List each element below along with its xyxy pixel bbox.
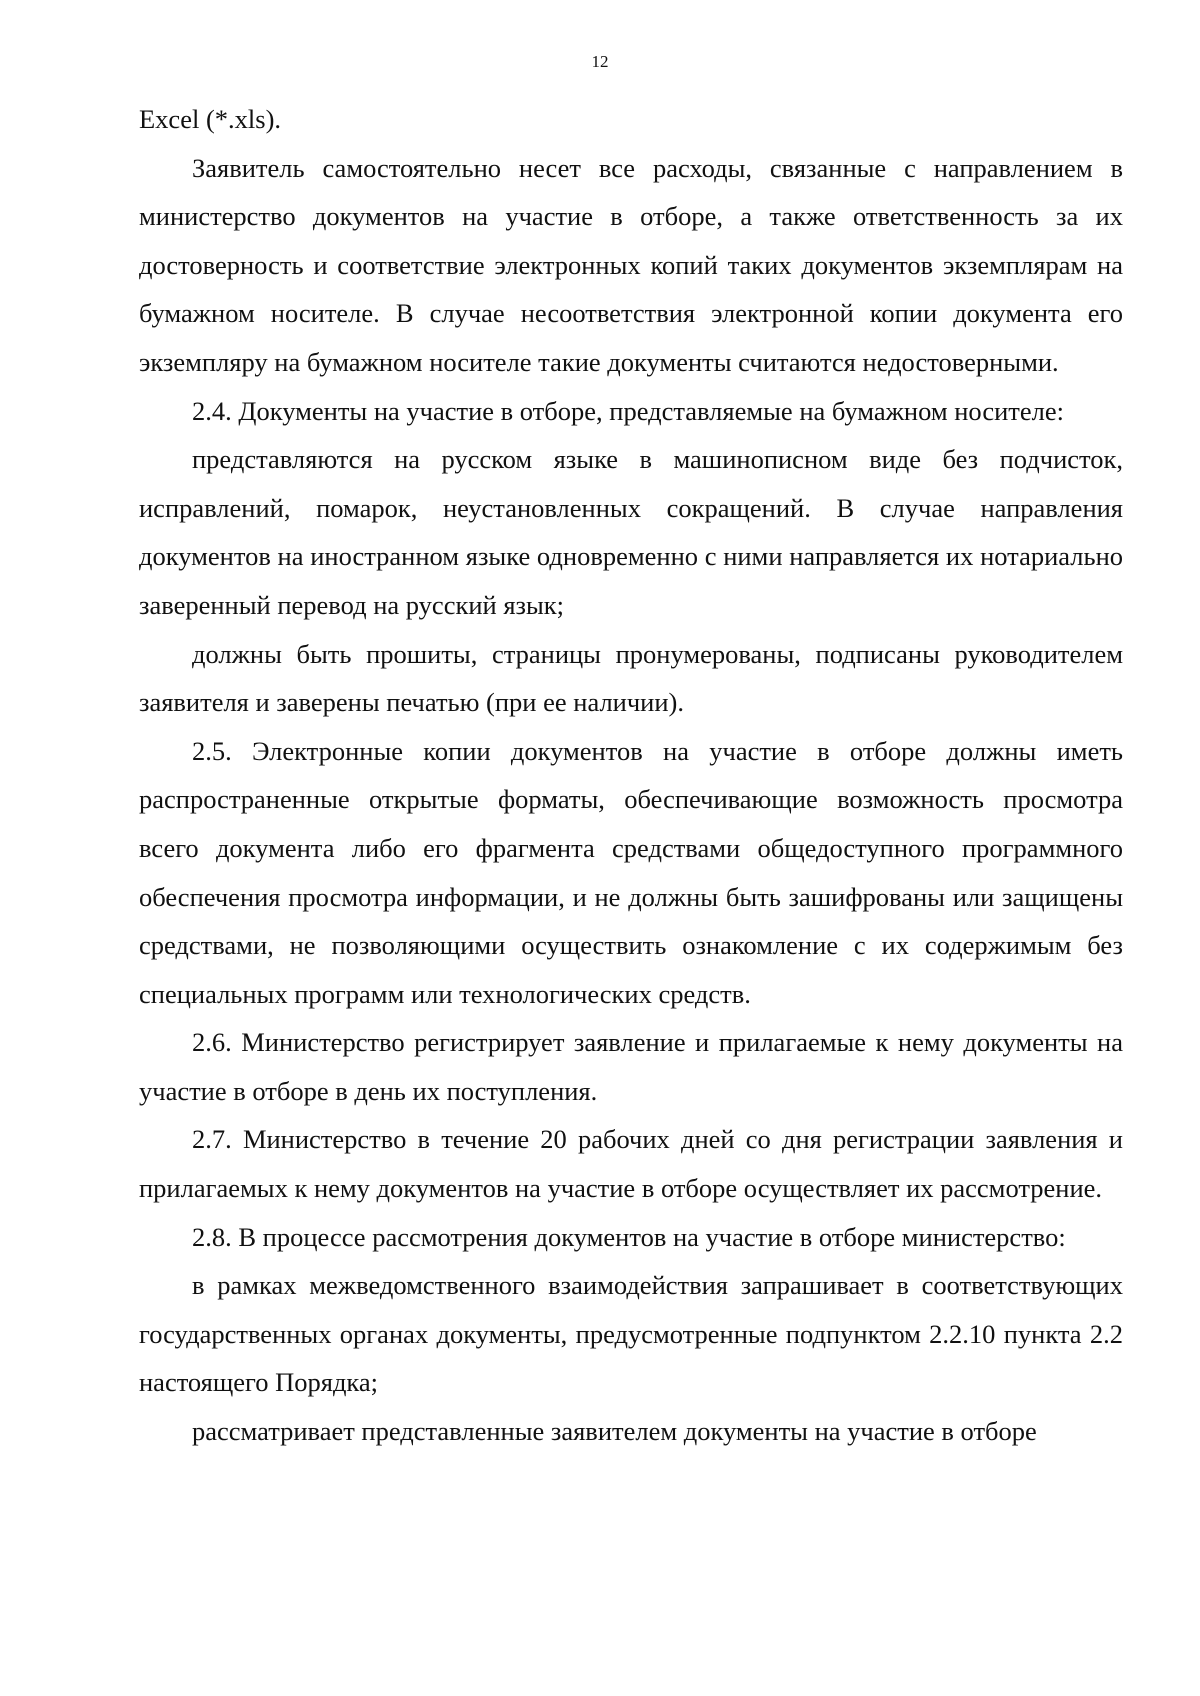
page-number: 12 bbox=[591, 52, 609, 71]
paragraph-2-6: 2.6. Министерство регистрирует заявление и прилагаемые к нему документы на участие в отборе в день их поступления. bbox=[139, 1027, 1123, 1106]
paragraph-2-8: 2.8. В процессе рассмотрения документов на участие в отборе министерство: bbox=[192, 1221, 1066, 1252]
paragraph-2-4-russian-language: представляются на русском языке в машинописном виде без подчисток, исправлений, помарок, неустановленных сокращений. В случае направления документов на иностранном языке одновременно с ними направляется их нотариально заверенный перевод на русский язык; bbox=[139, 444, 1123, 620]
paragraph-2-4-stitched: должны быть прошиты, страницы пронумерованы, подписаны руководителем заявителя и заверены печатью (при ее наличии). bbox=[139, 638, 1123, 718]
paragraph-excel-format: Excel (*.xls). bbox=[139, 104, 282, 134]
paragraph-applicant-expenses: Заявитель самостоятельно несет все расходы, связанные с направлением в министерство документов на участие в отборе, а также ответственность за их достоверность и соответствие электронных копий таких документов экземплярам на бумажном носителе. В случае несоответствия электронной копии документа его экземпляру на бумажном носителе такие документы считаются недостоверными. bbox=[139, 152, 1123, 377]
paragraph-2-5: 2.5. Электронные копии документов на участие в отборе должны иметь распространенные открытые форматы, обеспечивающие возможность просмотра всего документа либо его фрагмента средствами общедоступного программного обеспечения просмотра информации, и не должны быть зашифрованы или защищены средствами, не позволяющими осуществить ознакомление с их содержимым без специальных программ или технологических средств. bbox=[139, 735, 1123, 1009]
paragraph-2-4: 2.4. Документы на участие в отборе, представляемые на бумажном носителе: bbox=[192, 395, 1064, 426]
document-body bbox=[139, 95, 1123, 1456]
paragraph-2-7: 2.7. Министерство в течение 20 рабочих дней со дня регистрации заявления и прилагаемых к нему документов на участие в отборе осуществляет их рассмотрение. bbox=[139, 1124, 1123, 1204]
paragraph-2-8-interagency: в рамках межведомственного взаимодействия запрашивает в соответствующих государственных органах документы, предусмотренные подпунктом 2.2.10 пункта 2.2 настоящего Порядка; bbox=[139, 1270, 1123, 1398]
paragraph-2-8-reviews: рассматривает представленные заявителем документы на участие в отборе bbox=[192, 1416, 1037, 1447]
